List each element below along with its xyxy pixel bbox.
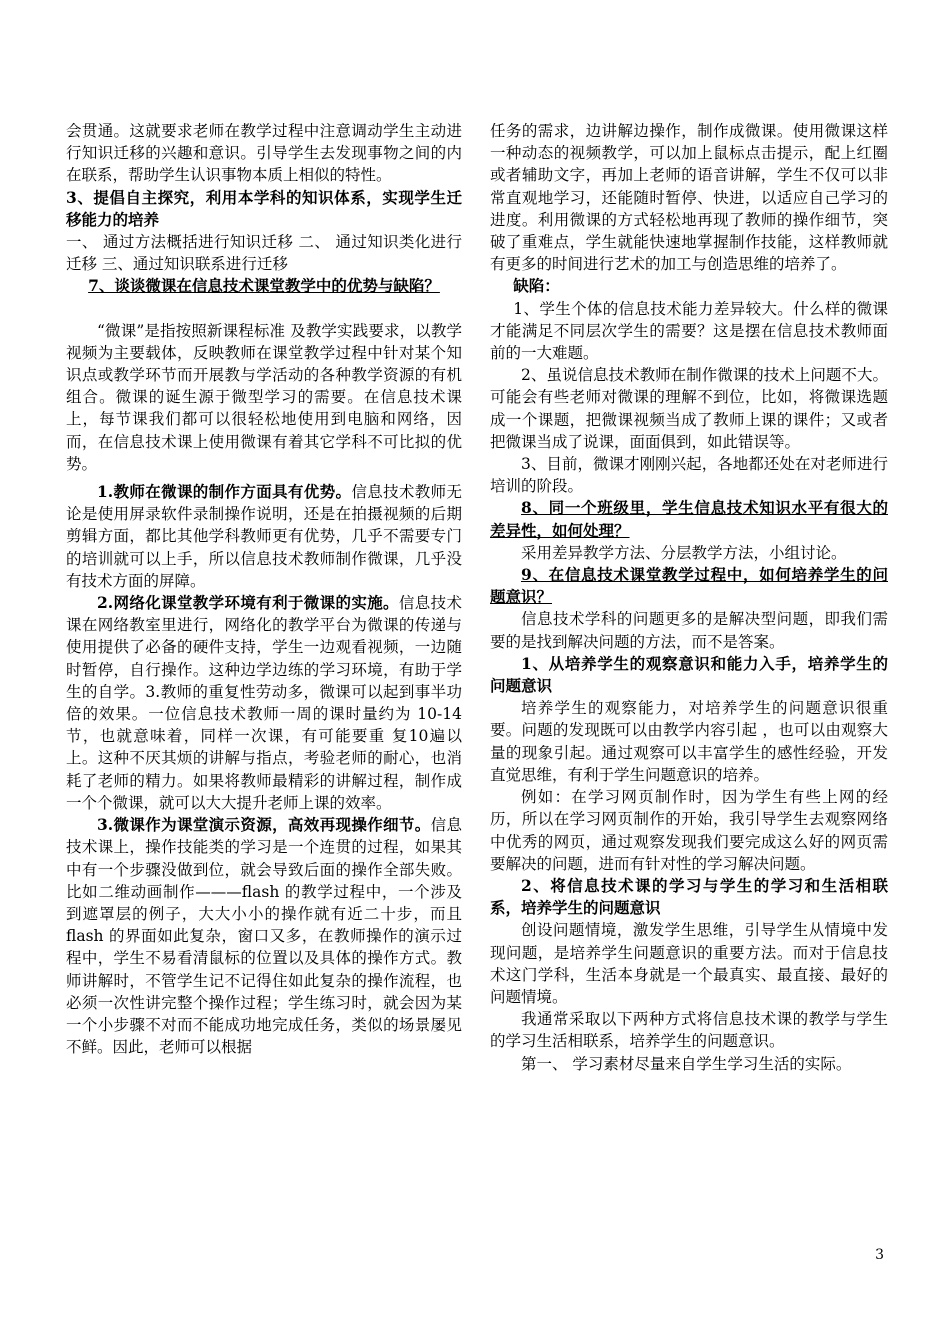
question-heading: 8、同一个班级里，学生信息技术知识水平有很大的差异性，如何处理？ <box>490 498 888 540</box>
paragraph-text: 信息技术课上，操作技能类的学习是一个连贯的过程，如果其中有一个步骤没做到位，就会导致后面的操作全部失败。比如二维动画制作———flash 的教学过程中，一个涉及到遮罩层的例子，大大小小的操作就有近二十步，而且 flash 的界面如此复杂，窗口又多，在教师操作的演示过程中，学生不易看清鼠标的位置以及具体的操作方式。教师讲解时，不管学生记不记得住如此复杂的操作流程，也必须一次性讲完整个操作过程；学生练习时，就会因为某一个小步骤不对而不能成功地完成任务，类似的场景屡见不鲜。因此，老师可以根据 <box>66 816 462 1057</box>
paragraph: 1、学生个体的信息技术能力差异较大。什么样的微课才能满足不同层次学生的需要？这是摆在信息技术教师面前的一大难题。 <box>490 299 888 363</box>
section-heading: 2、将信息技术课的学习与学生的学习和生活相联系，培养学生的问题意识 <box>490 875 888 918</box>
paragraph: 创设问题情境，激发学生思维，引导学生从情境中发现问题，是培养学生问题意识的重要方法。而对于信息技术这门学科，生活本身就是一个最真实、最直接、最好的问题情境。 <box>490 921 888 1006</box>
paragraph-text: 信息技术教师无论是使用屏录软件录制操作说明，还是在拍摄视频的后期剪辑方面，都比其他学科教师更有优势，几乎不需要专门的培训就可以上手，所以信息技术教师制作微课，几乎没有技术方面的屏障。 <box>66 483 462 590</box>
bold-lead: 2.网络化课堂教学环境有利于微课的实施。 <box>97 593 399 613</box>
section-heading: 3、提倡自主探究，利用本学科的知识体系，实现学生迁移能力的培养 <box>66 187 462 229</box>
paragraph-text: 信息技术课在网络教室里进行，网络化的教学平台为微课的传递与使用提供了必备的硬件支持，学生一边观看视频，一边随时暂停，自行操作。这种边学边练的学习环境，有助于学生的自学。3.教师的重复性劳动多，微课可以起到事半功 倍的效果。一位信息技术教师一周的课时量约为 10-14 节，也就意味着，同样一次课，有可能要重 复10遍以上。这种不厌其烦的讲解与指点，考验老师的耐心，也消耗了老师的精力。如果将教师最精彩的讲解过程，制作成一个个微课，就可以大大提升老师上课的效率。 <box>66 594 462 812</box>
paragraph: 会贯通。这就要求老师在教学过程中注意调动学生主动进行知识迁移的兴趣和意识。引导学生去发现事物之间的内在联系，帮助学生认识事物本质上相似的特性。 <box>66 122 462 185</box>
paragraph: “微课”是指按照新课程标准 及教学实践要求，以教学视频为主要载体，反映教师在课堂教学过程中针对某个知识点或教学环节而开展教与学活动的各种教学资源的有机组合。微课的诞生源于微型学习的需要。在信息技术课上，每节课我们都可以很轻松地使用到电脑和网络，因而，在信息技术课上使用微课有着其它学科不可比拟的优势。 <box>66 321 462 473</box>
bold-lead: 3.微课作为课堂演示资源，高效再现操作细节。 <box>97 815 431 835</box>
paragraph <box>66 814 462 1058</box>
question-heading: 9、在信息技术课堂教学过程中，如何培养学生的问题意识？ <box>490 565 888 607</box>
bold-lead: 1.教师在微课的制作方面具有优势。 <box>97 482 352 502</box>
paragraph: 采用差异教学方法、分层教学方法，小组讨论。 <box>521 543 847 562</box>
paragraph: 任务的需求，边讲解边操作，制作成微课。使用微课这样一种动态的视频教学，可以加上鼠标点击提示，配上红圈或者辅助文字，再加上老师的语音讲解，学生不仅可以非常直观地学习，还能随时暂停、快进，以适应自己学习的进度。利用微课的方式轻松地再现了教师的操作细节，突破了重难点，学生就能快速地掌握制作技能，这样教师就有更多的时间进行艺术的加工与创造思维的培养了。 <box>490 122 888 274</box>
paragraph: 例如：在学习网页制作时，因为学生有些上网的经历，所以在学习网页制作的开始，我引导学生去观察网络中优秀的网页，通过观察发现我们要完成这么好的网页需要解决的问题，进而有针对性的学习解决问题。 <box>490 788 888 873</box>
defects-label: 缺陷： <box>513 276 560 296</box>
paragraph: 2、虽说信息技术教师在制作微课的技术上问题不大。可能会有些老师对微课的理解不到位，比如，将微课选题成一个课题，把微课视频当成了教师上课的课件；又或者把微课当成了说课，面面俱到，如此错误等。 <box>490 366 888 451</box>
paragraph <box>66 592 462 814</box>
page-number: 3 <box>875 1247 884 1263</box>
left-column <box>66 120 462 1058</box>
paragraph: 第一、 学习素材尽量来自学生学习生活的实际。 <box>521 1054 852 1073</box>
paragraph: 信息技术学科的问题更多的是解决型问题，即我们需要的是找到解决问题的方法，而不是答案。 <box>490 610 888 651</box>
question-heading: 7、谈谈微课在信息技术课堂教学中的优势与缺陷？ <box>88 276 440 296</box>
paragraph: 3、目前，微课才刚刚兴起，各地都还处在对老师进行培训的阶段。 <box>490 455 888 496</box>
paragraph: 一、 通过方法概括进行知识迁移 二、 通过知识类化进行迁移 三、通过知识联系进行迁移 <box>66 233 462 274</box>
paragraph <box>66 481 462 592</box>
paragraph: 我通常采取以下两种方式将信息技术课的教学与学生的学习生活相联系，培养学生的问题意识。 <box>490 1010 888 1051</box>
paragraph: 培养学生的观察能力，对培养学生的问题意识很重要。问题的发现既可以由教学内容引起 ，也可以由观察大量的现象引起。通过观察可以丰富学生的感性经验，开发直觉思维，有利于学生问题意识的培养。 <box>490 699 888 784</box>
right-column <box>490 120 888 1075</box>
section-heading: 1、从培养学生的观察意识和能力入手，培养学生的问题意识 <box>490 653 888 696</box>
